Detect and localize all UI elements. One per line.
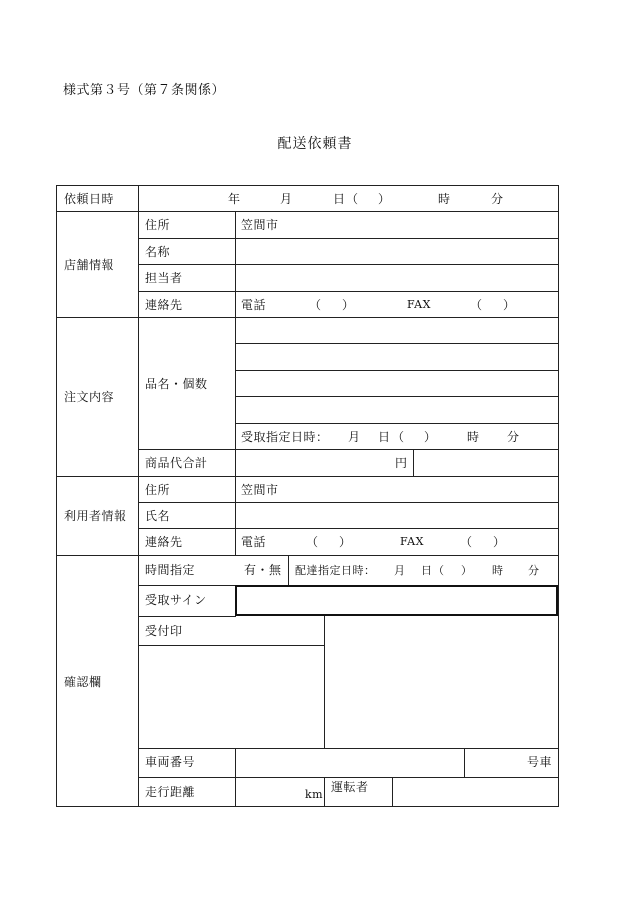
row-divider (138, 528, 559, 529)
store-fax-open-paren: （ (470, 298, 483, 312)
column-divider (235, 748, 236, 807)
store-section-label: 店舗情報 (64, 258, 115, 272)
pickup-open-paren: （ (392, 430, 405, 444)
car-number-suffix: 号車 (527, 755, 553, 769)
column-divider (392, 777, 393, 807)
row-divider (138, 645, 325, 646)
user-address-label: 住所 (145, 483, 171, 497)
section-divider (56, 476, 559, 477)
pickup-datetime-label: 受取指定日時： (241, 430, 329, 444)
delivery-datetime-label: 配達指定日時： (295, 564, 376, 577)
column-divider (138, 185, 139, 807)
delivery-month-unit: 月 (394, 564, 406, 577)
delivery-open-paren: （ (433, 564, 445, 577)
store-fax-close-paren: ） (503, 298, 516, 312)
table-bottom-border (56, 806, 559, 807)
row-divider (138, 748, 559, 749)
weekday-close-paren: ） (378, 192, 391, 206)
store-address-value[interactable]: 笠間市 (241, 218, 279, 232)
signature-box[interactable] (235, 585, 558, 616)
year-unit: 年 (228, 192, 241, 206)
user-section-label: 利用者情報 (64, 509, 127, 523)
row-divider (56, 211, 559, 212)
time-designation-label: 時間指定 (145, 563, 196, 577)
row-divider (138, 238, 559, 239)
pickup-minute-unit: 分 (507, 430, 520, 444)
hour-unit: 時 (438, 192, 451, 206)
row-divider (138, 449, 559, 450)
store-phone-label: 電話 (241, 298, 267, 312)
store-name-label: 名称 (145, 245, 171, 259)
driver-label: 運転者 (331, 780, 369, 794)
store-fax-label: FAX (407, 298, 431, 311)
table-left-border (56, 185, 57, 807)
store-address-label: 住所 (145, 218, 171, 232)
order-items-label: 品名・個数 (145, 377, 208, 391)
user-fax-close-paren: ） (493, 535, 506, 549)
reception-stamp-label: 受付印 (145, 624, 183, 638)
user-phone-open-paren: （ (306, 535, 319, 549)
column-divider (288, 555, 289, 586)
row-divider (138, 502, 559, 503)
store-contact-label: 連絡先 (145, 298, 183, 312)
order-section-label: 注文内容 (64, 390, 115, 404)
yen-unit: 円 (395, 456, 408, 470)
table-top-border (56, 185, 559, 186)
minute-unit: 分 (491, 192, 504, 206)
store-phone-close-paren: ） (342, 298, 355, 312)
column-divider (235, 211, 236, 556)
weekday-open-paren: （ (346, 192, 359, 206)
row-divider (235, 343, 559, 344)
request-datetime-label: 依頼日時 (64, 192, 115, 206)
document-title: 配送依頼書 (277, 136, 353, 152)
section-divider (56, 555, 559, 556)
pickup-month-unit: 月 (348, 430, 361, 444)
day-unit: 日 (333, 192, 346, 206)
delivery-close-paren: ） (461, 564, 473, 577)
row-divider (138, 777, 559, 778)
column-divider (324, 616, 325, 749)
km-unit: km (305, 788, 324, 801)
pickup-hour-unit: 時 (467, 430, 480, 444)
receipt-sign-label: 受取サイン (145, 593, 207, 607)
user-name-label: 氏名 (145, 509, 171, 523)
row-divider (138, 616, 236, 617)
store-person-label: 担当者 (145, 271, 183, 285)
user-phone-close-paren: ） (339, 535, 352, 549)
mileage-label: 走行距離 (145, 785, 196, 799)
month-unit: 月 (280, 192, 293, 206)
user-fax-open-paren: （ (460, 535, 473, 549)
yes-no-choice[interactable]: 有・無 (244, 563, 282, 577)
user-contact-label: 連絡先 (145, 535, 183, 549)
order-total-label: 商品代合計 (145, 456, 208, 470)
row-divider (235, 370, 559, 371)
pickup-day-unit: 日 (378, 430, 391, 444)
confirm-section-label: 確認欄 (64, 675, 102, 689)
column-divider (464, 748, 465, 778)
section-divider (56, 317, 559, 318)
delivery-minute-unit: 分 (528, 564, 540, 577)
column-divider (324, 777, 325, 807)
row-divider (138, 291, 559, 292)
vehicle-number-label: 車両番号 (145, 755, 196, 769)
pickup-close-paren: ） (424, 430, 437, 444)
delivery-hour-unit: 時 (492, 564, 504, 577)
user-fax-label: FAX (400, 535, 424, 548)
user-address-value[interactable]: 笠間市 (241, 483, 279, 497)
user-phone-label: 電話 (241, 535, 267, 549)
row-divider (138, 264, 559, 265)
column-divider (413, 449, 414, 477)
delivery-day-unit: 日 (421, 564, 433, 577)
form-reference: 様式第３号（第７条関係） (63, 83, 226, 98)
table-right-border (558, 185, 559, 807)
row-divider (138, 585, 236, 586)
store-phone-open-paren: （ (309, 298, 322, 312)
row-divider (235, 423, 559, 424)
row-divider (235, 396, 559, 397)
